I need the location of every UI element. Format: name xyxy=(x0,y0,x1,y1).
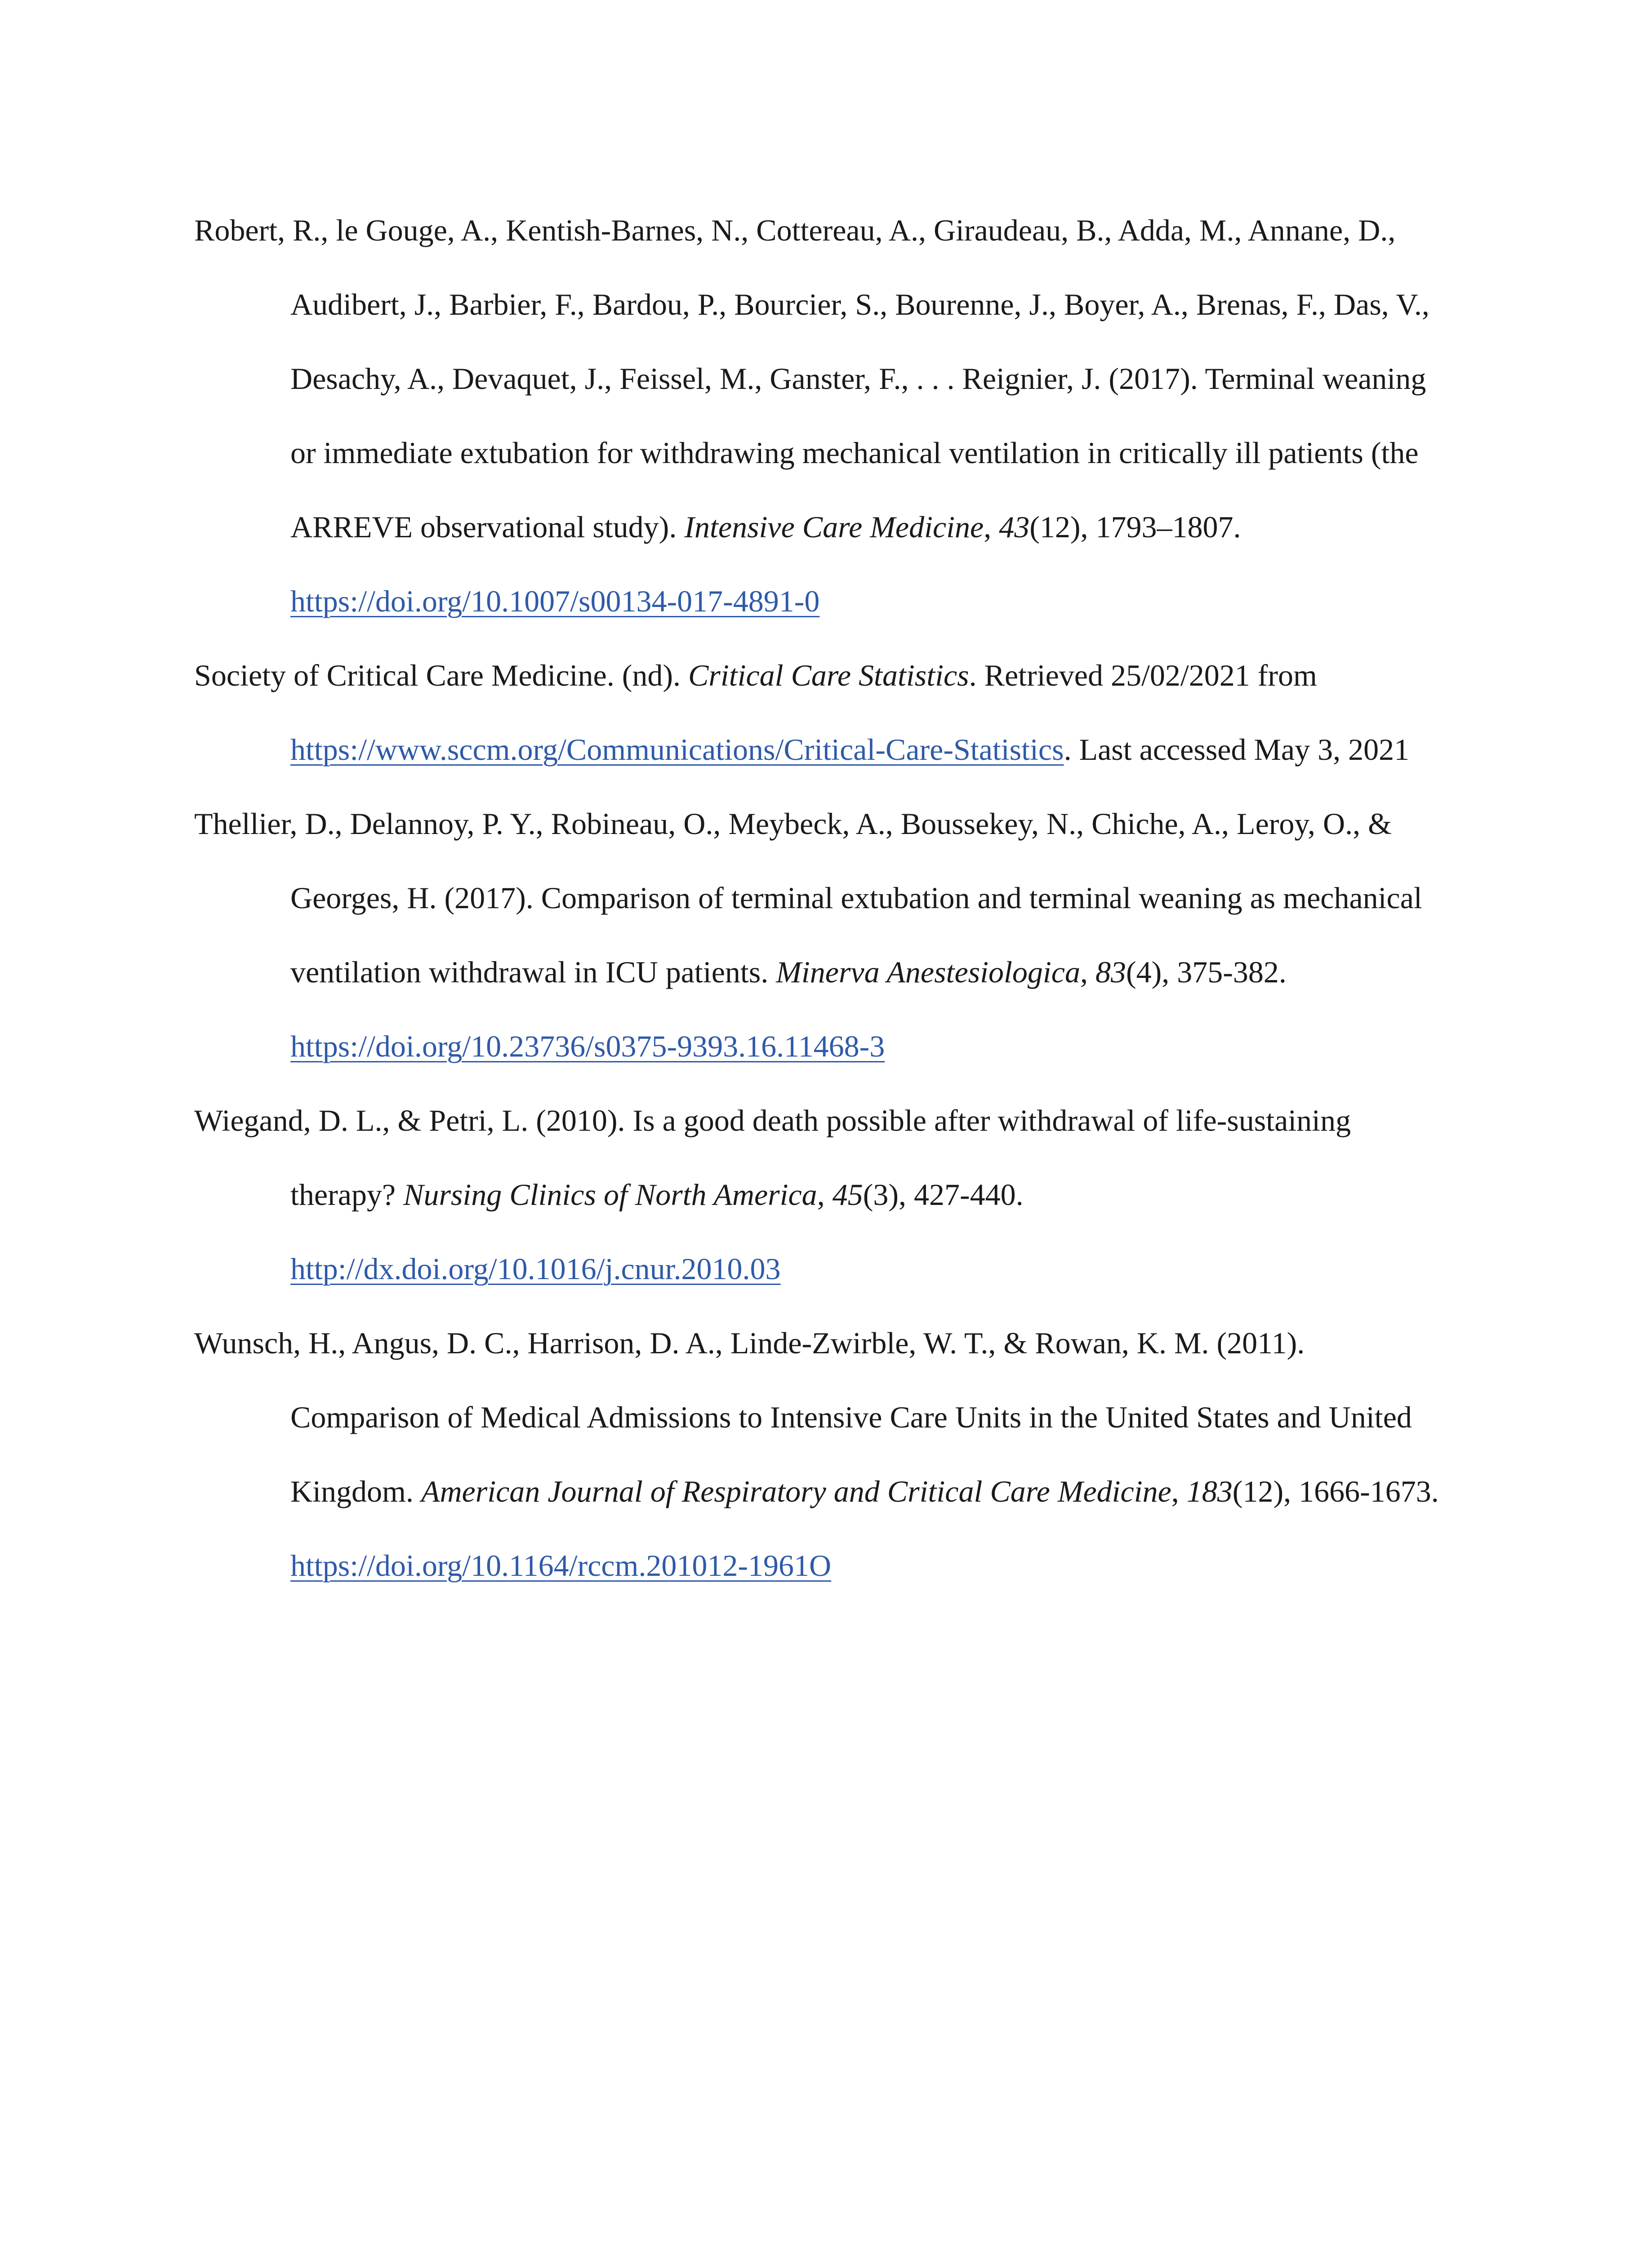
journal-title: American Journal of Respiratory and Critical Care Medicine xyxy=(421,1474,1171,1508)
journal-volume: 83 xyxy=(1095,955,1126,989)
web-link[interactable]: https://www.sccm.org/Communications/Critical-Care-Statistics xyxy=(290,732,1064,767)
journal-volume: 183 xyxy=(1186,1474,1233,1508)
doi-link[interactable]: http://dx.doi.org/10.1016/j.cnur.2010.03 xyxy=(290,1252,781,1286)
reference-list xyxy=(194,193,1453,1603)
journal-volume: 43 xyxy=(999,510,1030,544)
reference-text: Thellier, D., Delannoy, P. Y., Robineau, O., Meybeck, A., Boussekey, N., Chiche, A., Leroy, O., & Georges, H. (2017). Comparison of terminal extubation and terminal weaning as mechanical ventilation withdrawal in ICU patients. xyxy=(194,807,1422,989)
journal-title: Minerva Anestesiologica xyxy=(776,955,1080,989)
reference-entry-sccm: Society of Critical Care Medicine. (nd). Critical Care Statistics. Retrieved 25/02/2021 from https://www.sccm.org/Communications/Critical-Care-Statistics. Last accessed May 3, 2021 xyxy=(194,658,1410,767)
journal-title: Nursing Clinics of North America xyxy=(403,1178,817,1212)
reference-entry-thellier: Thellier, D., Delannoy, P. Y., Robineau, O., Meybeck, A., Boussekey, N., Chiche, A., Leroy, O., & Georges, H. (2017). Comparison of terminal extubation and terminal weaning as mechanical ventilation withdrawal in ICU patients. Minerva Anestesiologica, 83(4), 375-382. https://doi.org/10.23736/s0375-9393.16.11468-3 xyxy=(194,807,1422,1063)
reference-text: Wunsch, H., Angus, D. C., Harrison, D. A., Linde-Zwirble, W. T., & Rowan, K. M. (2011). Comparison of Medical Admissions to Intensive Care Units in the United States and United Kingdom. xyxy=(194,1326,1412,1508)
reference-entry-robert: Robert, R., le Gouge, A., Kentish-Barnes, N., Cottereau, A., Giraudeau, B., Adda, M., Annane, D., Audibert, J., Barbier, F., Bardou, P., Bourcier, S., Bourenne, J., Boyer, A., Brenas, F., Das, V., Desachy, A., Devaquet, J., Feissel, M., Ganster, F., . . . Reignier, J. (2017). Terminal weaning or immediate extubation for withdrawing mechanical ventilation in critically ill patients (the ARREVE observational study). Intensive Care Medicine, 43(12), 1793–1807. https://doi.org/10.1007/s00134-017-4891-0 xyxy=(194,213,1429,618)
reference-text: Wiegand, D. L., & Petri, L. (2010). Is a good death possible after withdrawal of life-sustaining therapy? xyxy=(194,1103,1351,1212)
journal-title: Intensive Care Medicine xyxy=(684,510,984,544)
doi-link[interactable]: https://doi.org/10.23736/s0375-9393.16.11468-3 xyxy=(290,1029,885,1063)
reference-entry-wiegand: Wiegand, D. L., & Petri, L. (2010). Is a good death possible after withdrawal of life-sustaining therapy? Nursing Clinics of North America, 45(3), 427-440. http://dx.doi.org/10.1016/j.cnur.2010.03 xyxy=(194,1103,1351,1286)
journal-title: Critical Care Statistics xyxy=(688,658,969,692)
reference-text: Robert, R., le Gouge, A., Kentish-Barnes, N., Cottereau, A., Giraudeau, B., Adda, M., Annane, D., Audibert, J., Barbier, F., Bardou, P., Bourcier, S., Bourenne, J., Boyer, A., Brenas, F., Das, V., Desachy, A., Devaquet, J., Feissel, M., Ganster, F., . . . Reignier, J. (2017). Terminal weaning or immediate extubation for withdrawing mechanical ventilation in critically ill patients (the ARREVE observational study). xyxy=(194,213,1429,544)
reference-entry-wunsch: Wunsch, H., Angus, D. C., Harrison, D. A., Linde-Zwirble, W. T., & Rowan, K. M. (2011). Comparison of Medical Admissions to Intensive Care Units in the United States and United Kingdom. American Journal of Respiratory and Critical Care Medicine, 183(12), 1666-1673. https://doi.org/10.1164/rccm.201012-1961O xyxy=(194,1326,1439,1583)
doi-link[interactable]: https://doi.org/10.1164/rccm.201012-1961O xyxy=(290,1548,832,1583)
journal-volume: 45 xyxy=(832,1178,863,1212)
reference-text: Society of Critical Care Medicine. (nd). xyxy=(194,658,688,692)
doi-link[interactable]: https://doi.org/10.1007/s00134-017-4891-0 xyxy=(290,584,820,618)
